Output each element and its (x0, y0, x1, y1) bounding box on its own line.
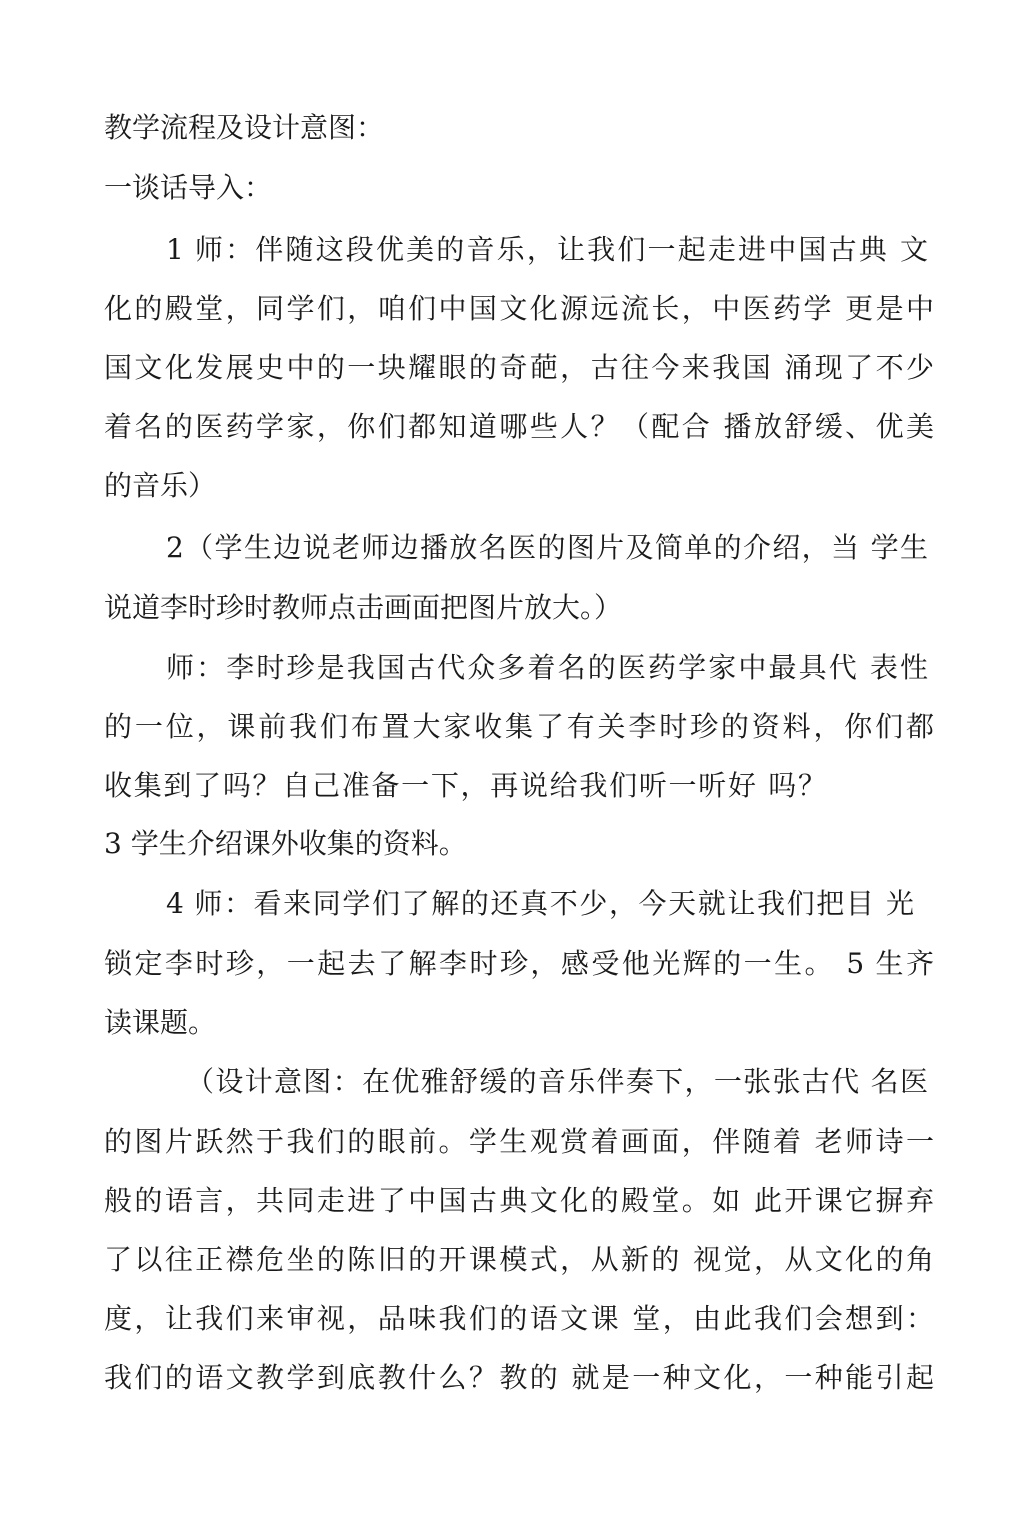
text-line: 说道李时珍时教师点击画面把图片放大。） (104, 591, 623, 624)
text-line: 3 学生介绍课外收集的资料。 (104, 827, 467, 860)
text-line: 4 师：看来同学们了解的还真不少，今天就让我们把目 光 (166, 887, 914, 920)
text-line: （设计意图：在优雅舒缓的音乐伴奏下，一张张古代 名医 (186, 1065, 928, 1098)
text-line: 的图片跃然于我们的眼前。学生观赏着画面，伴随着 老师诗一 (104, 1125, 934, 1158)
text-line: 我们的语文教学到底教什么？教的 就是一种文化，一种能引起 (104, 1361, 934, 1394)
text-line: 般的语言，共同走进了中国古典文化的殿堂。如 此开课它摒弃 (104, 1184, 934, 1217)
text-line: 锁定李时珍，一起去了解李时珍，感受他光辉的一生。 5 生齐 (104, 947, 934, 980)
text-line: 国文化发展史中的一块耀眼的奇葩，古往今来我国 涌现了不少 (104, 351, 934, 384)
text-line: 化的殿堂，同学们，咱们中国文化源远流长，中医药学 更是中 (104, 292, 934, 325)
text-line: 2（学生边说老师边播放名医的图片及简单的介绍，当 学生 (166, 531, 928, 564)
text-line: 师：李时珍是我国古代众多着名的医药学家中最具代 表性 (166, 651, 928, 684)
text-line: 了以往正襟危坐的陈旧的开课模式，从新的 视觉，从文化的角 (104, 1243, 934, 1276)
text-line: 的一位，课前我们布置大家收集了有关李时珍的资料，你们都 (104, 710, 934, 743)
subsection-heading: 一谈话导入： (104, 171, 273, 204)
text-line: 收集到了吗？自己准备一下，再说给我们听一听好 吗？ (104, 769, 826, 802)
text-line: 度，让我们来审视，品味我们的语文课 堂，由此我们会想到： (104, 1302, 934, 1335)
text-line: 的音乐） (104, 469, 217, 502)
text-line: 1 师：伴随这段优美的音乐，让我们一起走进中国古典 文 (166, 233, 928, 266)
text-line: 着名的医药学家，你们都知道哪些人？（配合 播放舒缓、优美 (104, 410, 934, 443)
section-heading: 教学流程及设计意图： (104, 111, 385, 144)
text-line: 读课题。 (104, 1006, 217, 1039)
